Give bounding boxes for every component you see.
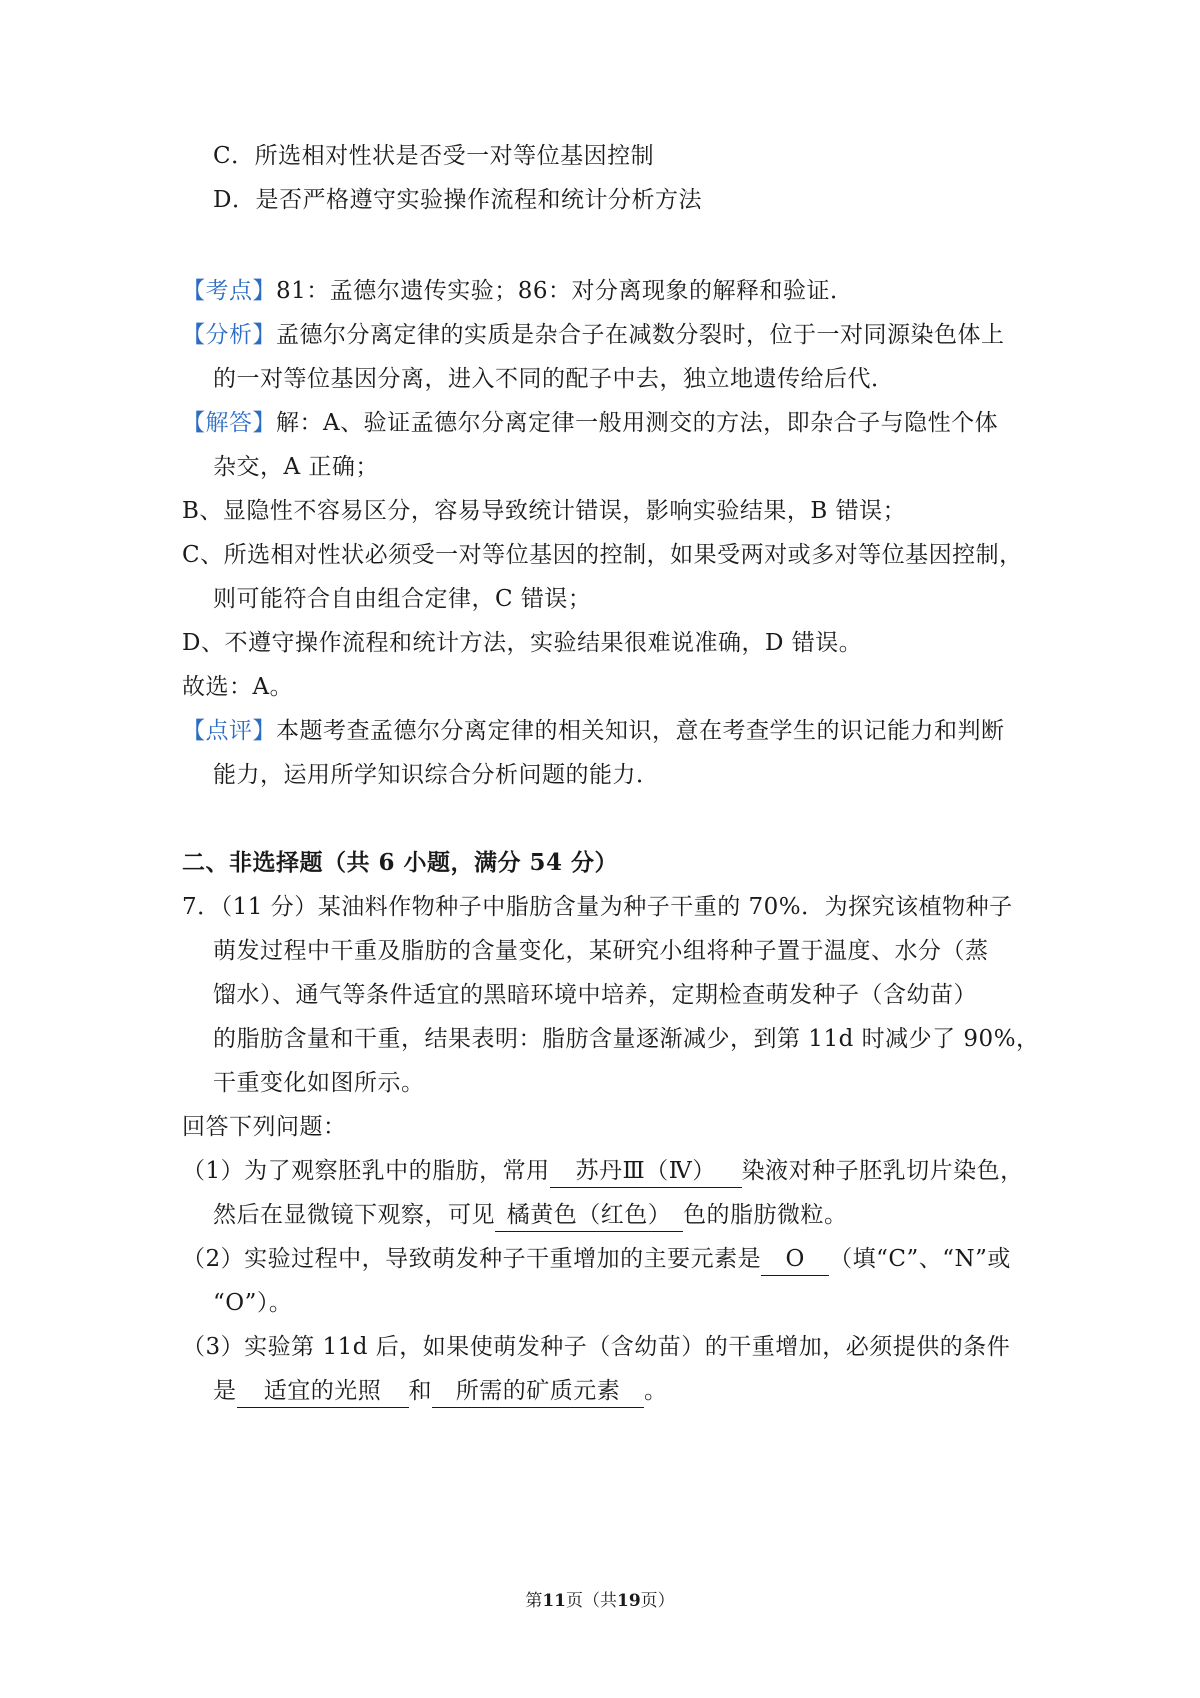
q7-line-5: 干重变化如图所示。	[213, 1070, 425, 1096]
q7-p1-pre: （1）为了观察胚乳中的脂肪，常用	[182, 1158, 550, 1184]
q7-line-3: 馏水）、通气等条件适宜的黑暗环境中培养，定期检查萌发种子（含幼苗）	[213, 982, 977, 1008]
q7-p1-line-1	[182, 1155, 1024, 1188]
option-c: C．所选相对性状是否受一对等位基因控制	[213, 143, 655, 169]
q7-p2-answer: O	[761, 1244, 829, 1276]
q7-p1-line-2	[213, 1199, 848, 1232]
fenxi-line-2: 的一对等位基因分离，进入不同的配子中去，独立地遗传给后代．	[213, 366, 895, 392]
jieda-c-1: C、所选相对性状必须受一对等位基因的控制，如果受两对或多对等位基因控制，	[182, 542, 1023, 568]
footer-total-pages: 19	[617, 1591, 641, 1611]
q7-p3-line-2	[213, 1375, 668, 1408]
option-d: D．是否严格遵守实验操作流程和统计分析方法	[213, 187, 702, 213]
q7-p3-answer-2: 所需的矿质元素	[432, 1376, 644, 1408]
q7-p1-answer-2: 橘黄色（红色）	[495, 1200, 683, 1232]
q7-p2-pre: （2）实验过程中，导致萌发种子干重增加的主要元素是	[182, 1246, 762, 1272]
q7-line-4: 的脂肪含量和干重，结果表明：脂肪含量逐渐减少，到第 11d 时减少了 90%，	[213, 1026, 1040, 1052]
dianping-line-2: 能力，运用所学知识综合分析问题的能力．	[213, 762, 660, 788]
dianping-text-1: 本题考查孟德尔分离定律的相关知识，意在考查学生的识记能力和判断	[276, 718, 1005, 744]
q7-p2-post: （填“C”、“N”或	[829, 1246, 1011, 1272]
q7-p3-answer-1: 适宜的光照	[237, 1376, 409, 1408]
q7-p1-answer-1: 苏丹Ⅲ（Ⅳ）	[550, 1156, 742, 1188]
jieda-d: D、不遵守操作流程和统计方法，实验结果很难说准确，D 错误。	[182, 630, 863, 656]
kaodian-text: 81：孟德尔遗传实验；86：对分离现象的解释和验证．	[276, 278, 854, 304]
footer-page-number: 11	[542, 1591, 566, 1611]
q7-p3-mid: 和	[408, 1378, 432, 1404]
dianping-tag: 【点评】	[182, 718, 276, 744]
section-heading: 二、非选择题（共 6 小题，满分 54 分）	[182, 849, 619, 876]
q7-p3-post: 。	[644, 1378, 668, 1404]
kaodian-line	[182, 275, 854, 307]
jieda-b: B、显隐性不容易区分，容易导致统计错误，影响实验结果，B 错误；	[182, 498, 907, 524]
q7-prompt: 回答下列问题：	[182, 1114, 347, 1140]
q7-line-2: 萌发过程中干重及脂肪的含量变化，某研究小组将种子置于温度、水分（蒸	[213, 938, 989, 964]
q7-p2-line-1	[182, 1243, 1011, 1276]
dianping-line-1	[182, 715, 1005, 747]
q7-p2-line-2: “O”）。	[213, 1290, 293, 1316]
fenxi-tag: 【分析】	[182, 322, 276, 348]
jieda-choice: 故选：A。	[182, 674, 294, 700]
jieda-line-1	[182, 407, 998, 439]
q7-p1-mid: 染液对种子胚乳切片染色，	[741, 1158, 1024, 1184]
jieda-line-2: 杂交，A 正确；	[213, 454, 379, 480]
jieda-text-1: 解：A、验证孟德尔分离定律一般用测交的方法，即杂合子与隐性个体	[276, 410, 999, 436]
footer-mid: 页（共	[566, 1591, 617, 1611]
q7-p1-post2: 色的脂肪微粒。	[683, 1202, 848, 1228]
footer-post: 页）	[640, 1591, 675, 1611]
q7-p3-line-1: （3）实验第 11d 后，如果使萌发种子（含幼苗）的干重增加，必须提供的条件	[182, 1334, 1011, 1360]
footer-pre: 第	[525, 1591, 543, 1611]
q7-p1-pre2: 然后在显微镜下观察，可见	[213, 1202, 495, 1228]
page-footer	[0, 1589, 1200, 1613]
jieda-c-2: 则可能符合自由组合定律，C 错误；	[213, 586, 592, 612]
q7-p3-pre: 是	[213, 1378, 237, 1404]
fenxi-line-1	[182, 319, 1005, 351]
jieda-tag: 【解答】	[182, 410, 276, 436]
kaodian-tag: 【考点】	[182, 278, 276, 304]
fenxi-text-1: 孟德尔分离定律的实质是杂合子在减数分裂时，位于一对同源染色体上	[276, 322, 1005, 348]
q7-line-1: 7．（11 分）某油料作物种子中脂肪含量为种子干重的 70%．为探究该植物种子	[182, 894, 1013, 920]
